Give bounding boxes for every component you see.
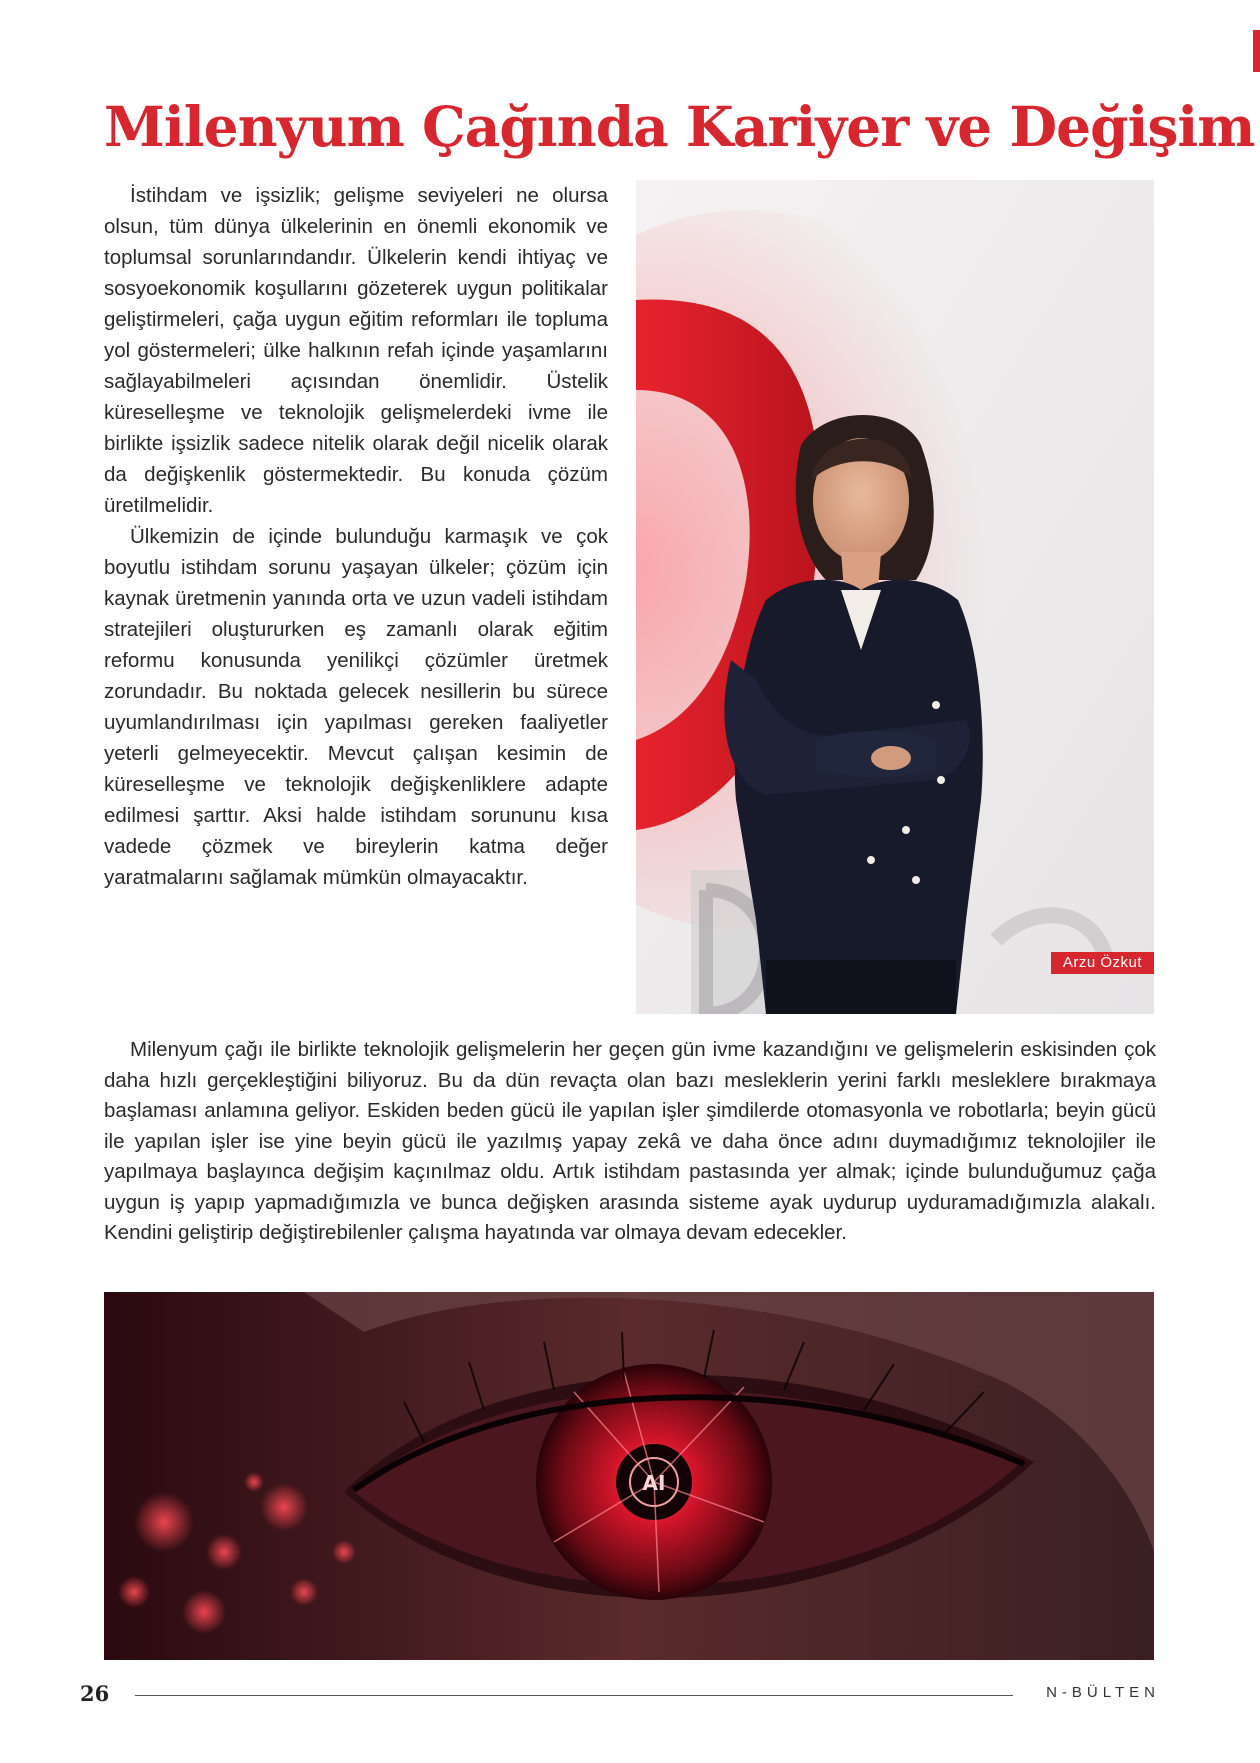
author-photo-illustration — [636, 180, 1154, 1014]
lead-paragraph-2: Ülkemizin de içinde bulunduğu karmaşık ve çok boyutlu istihdam sorunu yaşayan ülkeler; çözüm için kaynak üretmenin yanında orta ve uzun vadeli istihdam stratejileri oluştururken eş zamanlı olarak eğitim reformu konusunda yenilikçi çözümler üretmek zorundadır. Bu noktada gelecek nesillerin bu sürece uyumlandırılması için yapılması gereken faaliyetler yeterli gelmeyecektir. Mevcut çalışan kesimin de küreselleşme ve teknolojik değişkenliklere adapte edilmesi şarttır. Aksi halde istihdam sorununu kısa vadede çözmek ve bireylerin katma değer yaratmalarını sağlamak mümkün olmayacaktır. — [104, 525, 608, 889]
page-footer — [80, 1675, 1160, 1715]
photo-caption: Arzu Özkut — [1051, 952, 1154, 974]
lead-paragraph-1: İstihdam ve işsizlik; gelişme seviyeleri ne olursa olsun, tüm dünya ülkelerinin en önemli ekonomik ve toplumsal sorunlarındandır. Ülkelerin kendi ihtiyaç ve sosyoekonomik koşullarını gözeterek uygun politikalar geliştirmeleri, çağa uygun eğitim reformları ile topluma yol göstermeleri; ülke halkının refah içinde yaşamlarını sağlayabilmeleri açısından önemlidir. Üstelik küreselleşme ve teknolojik gelişmelerdeki ivme ile birlikte işsizlik sadece nitelik olarak değil nicelik olarak da değişkenlik göstermektedir. Bu konuda çözüm üretilmelidir. — [104, 184, 608, 517]
author-photo — [636, 180, 1154, 1014]
corner-tab-marker — [1253, 30, 1260, 72]
footer-divider — [135, 1695, 1013, 1696]
page-number: 26 — [80, 1681, 110, 1706]
body-paragraph-full-width: Milenyum çağı ile birlikte teknolojik gelişmelerin her geçen gün ivme kazandığını ve gelişmelerin eskisinden çok daha hızlı gerçekleştiğini biliyoruz. Bu da dün revaçta olan bazı mesleklerin yerini farklı mesleklere bırakmaya başlaması anlamına geliyor. Eskiden beden gücü ile yapılan işler şimdilerde otomasyonla ve robotlarla; beyin gücü ile yapılan işler ise yine beyin gücü ile yazılmış yapay zekâ ve daha önce adını duymadığımız teknolojiler ile yapılmaya başlayınca değişim kaçınılmaz oldu. Artık istihdam pastasında yer almak; içinde bulunduğumuz çağa uygun iş yapıp yapmadığımızla ve bunca değişken arasında sisteme ayak uydurup uyduramadığımızla alakalı. Kendini geliştirip değiştirebilenler çalışma hayatında var olmaya devam edecekler. — [104, 1038, 1156, 1244]
ai-eye-illustration — [104, 1292, 1154, 1660]
ai-eye-image — [104, 1292, 1154, 1660]
footer-brand: N-BÜLTEN — [1046, 1684, 1160, 1701]
page-title: Milenyum Çağında Kariyer ve Değişim — [104, 94, 1255, 159]
lead-text-column — [104, 180, 608, 893]
ai-eye-label: AI — [642, 1471, 666, 1495]
